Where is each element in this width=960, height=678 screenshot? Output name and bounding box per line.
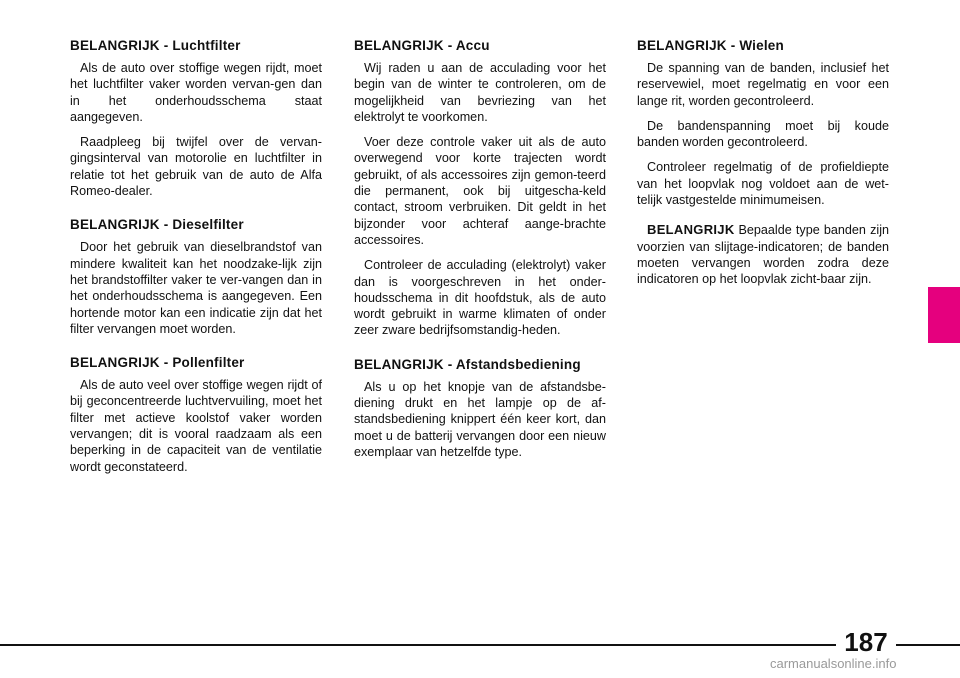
tyre-note-text: Bepaalde type banden zijn voorzien van slijtage-indicatoren; de banden moeten vervangen worden zodra deze indicatoren op het loopvlak zicht-baar zijn. bbox=[637, 223, 889, 287]
section-heading: BELANGRIJK - Accu bbox=[354, 38, 490, 53]
paragraph: Controleer regelmatig of de profieldiepte van het loopvlak nog voldoet aan de wet-telijk vastgestelde minimumeisen. bbox=[637, 160, 889, 208]
section-heading: BELANGRIJK - Pollenfilter bbox=[70, 355, 245, 371]
section-heading: BELANGRIJK - Wielen bbox=[637, 38, 784, 53]
section-heading: BELANGRIJK - Afstandsbediening bbox=[354, 356, 581, 372]
section-pollenfilter bbox=[70, 355, 322, 475]
column-2 bbox=[354, 38, 606, 478]
paragraph: Door het gebruik van dieselbrandstof van mindere kwaliteit kan het noodzake-lijk zijn het brandstoffilter vaker te ver-vangen dan in het onderhoudsschema is aangegeven. Een hortende motor kan een indicatie zijn dat het filter vervangen moet worden. bbox=[70, 240, 322, 336]
section-dieselfilter bbox=[70, 217, 322, 337]
section-heading: BELANGRIJK - Dieselfilter bbox=[70, 217, 244, 233]
chapter-tab-marker bbox=[928, 287, 960, 343]
watermark: carmanualsonline.info bbox=[770, 656, 897, 671]
paragraph: Als u op het knopje van de afstandsbe-diening drukt en het lampje op de af-standsbediening knippert één keer kort, dan moet u de batterij vervangen door een nieuw exemplaar van hetzelfde type. bbox=[354, 379, 606, 459]
paragraph: Controleer de acculading (elektrolyt) vaker dan is voorgeschreven in het onder-houdsschema in dit hoofdstuk, als de auto wordt gebruikt in warme klimaten of onder zeer zware bedrijfsomstandig-heden. bbox=[354, 258, 606, 338]
paragraph: De bandenspanning moet bij koude banden worden gecontroleerd. bbox=[637, 118, 889, 150]
paragraph: De spanning van de banden, inclusief het reservewiel, moet regelmatig en voor een lange rit, worden gecontroleerd. bbox=[637, 61, 889, 108]
paragraph: Raadpleeg bij twijfel over de vervan-gingsinterval van motorolie en luchtfilter in relatie tot het gebruik van de auto de Alfa Romeo-dealer. bbox=[70, 135, 322, 199]
footer-rule bbox=[0, 644, 960, 646]
paragraph: Als de auto over stoffige wegen rijdt, moet het luchtfilter vaker worden vervan-gen dan in het onderhoudsschema staat aangegeven. bbox=[70, 61, 322, 124]
column-1 bbox=[70, 38, 322, 493]
paragraph: Als de auto veel over stoffige wegen rijdt of bij geconcentreerde luchtvervuiling, moet het filter met actieve koolstof vaker worden vervangen; dit is vooral raadzaam als een beperking in de capaciteit van de ventilatie wordt geconstateerd. bbox=[70, 378, 322, 474]
page-number: 187 bbox=[836, 624, 896, 660]
tyre-note-label: BELANGRIJK bbox=[647, 222, 735, 238]
paragraph: Wij raden u aan de acculading voor het begin van de winter te controleren, om de mogelijkheid van bevriezing van het elektrolyt te voorkomen. bbox=[354, 61, 606, 124]
section-luchtfilter bbox=[70, 38, 322, 199]
column-3 bbox=[637, 38, 889, 306]
section-afstandsbediening bbox=[354, 357, 606, 460]
paragraph: Voer deze controle vaker uit als de auto overwegend voor korte trajecten wordt gebruikt, of als accessoires zijn gemon-teerd die permanent, ook bij uitgescha-keld contact, stroom verbruiken. Dit geldt in het bijzonder voor achteraf aange-brachte accessoires. bbox=[354, 135, 606, 247]
tyre-note bbox=[637, 222, 889, 287]
section-wielen bbox=[637, 38, 889, 288]
section-accu bbox=[354, 38, 606, 339]
section-heading: BELANGRIJK - Luchtfilter bbox=[70, 38, 241, 53]
